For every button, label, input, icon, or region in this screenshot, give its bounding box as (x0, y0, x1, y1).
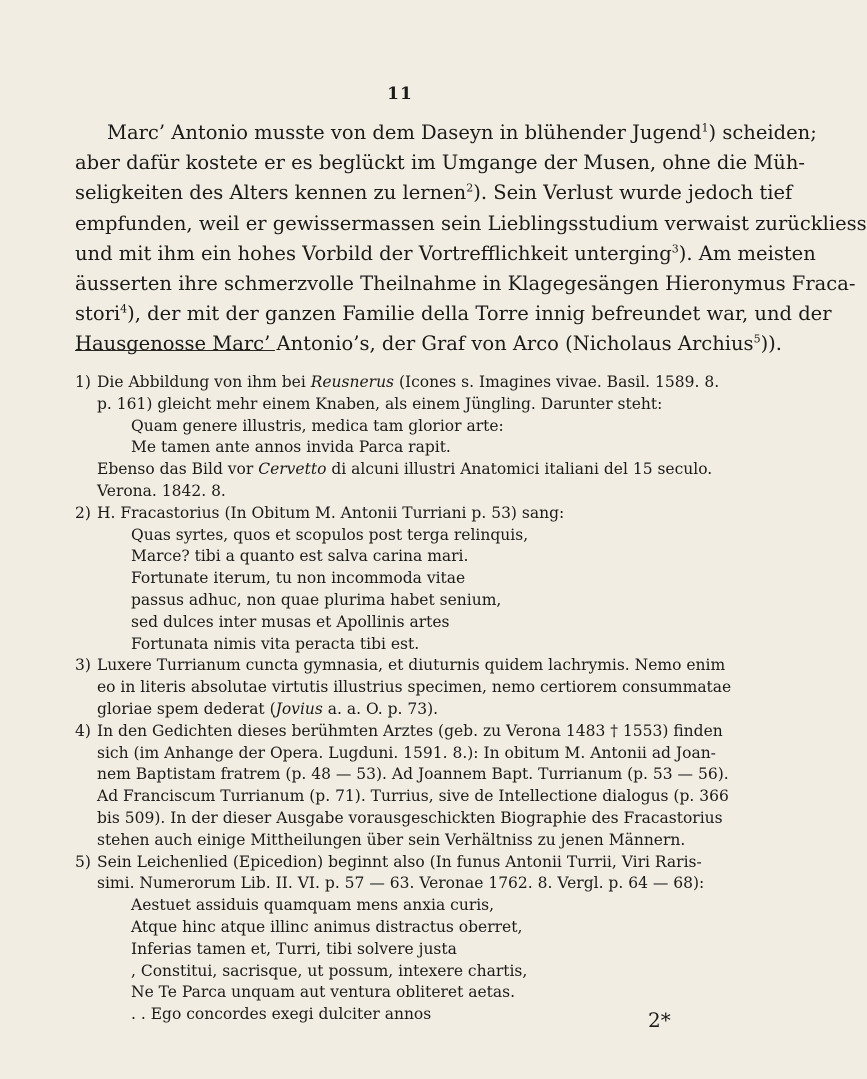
footnote-number: 2) (75, 503, 91, 522)
verse-line (97, 568, 743, 590)
footnote-line (97, 830, 743, 852)
main-text-block (75, 118, 867, 360)
footnote-ref: 4 (120, 302, 128, 316)
verse-line (97, 895, 743, 917)
verse-line (97, 982, 743, 1004)
body-text: stori (75, 302, 121, 326)
footnote-ref: 3 (671, 242, 679, 256)
body-line (75, 148, 806, 178)
footnote-rule (75, 350, 275, 351)
signature-mark: 2* (648, 1008, 671, 1032)
footnote-number: 1) (75, 373, 91, 391)
footnote-text: (Icones s. Imagines vivae. Basil. 1589. 8. (394, 373, 720, 391)
footnote-text: Ad Franciscum Turrianum (p. 71). Turrius, sive de Intellectione dialogus (p. 366 (97, 787, 729, 806)
body-line (75, 178, 793, 208)
footnote-ref: 5 (753, 332, 761, 346)
footnote (75, 503, 743, 656)
footnote-text: In den Gedichten dieses berühmten Arztes (geb. zu Verona 1483 † 1553) finden (97, 721, 723, 740)
body-text: aber dafür kostete er es beglückt im Umgange der Musen, ohne die Müh- (75, 151, 806, 175)
body-text: Hausgenosse Marc’ Antonio’s, der Graf von Arco (Nicholaus Archius (75, 332, 754, 356)
verse-line (97, 546, 743, 568)
footnote-text: di alcuni illustri Anatomici italiani del 15 seculo. (326, 460, 713, 479)
body-text: empfunden, weil er gewissermassen sein Lieblingsstudium verwaist zurückliess (75, 211, 867, 235)
body-line (75, 329, 782, 359)
page-number: 11 (387, 84, 413, 104)
footnote-text: Aestuet assiduis quamquam mens anxia curis, (131, 896, 495, 915)
footnote-line (97, 394, 743, 416)
footnote-text: nem Baptistam fratrem (p. 48 — 53). Ad Joannem Bapt. Turrianum (p. 53 — 56). (97, 765, 729, 784)
italic-name: Reusnerus (310, 373, 395, 391)
body-line (75, 209, 867, 239)
footnote-line (97, 459, 743, 481)
footnote-text: simi. Numerorum Lib. II. VI. p. 57 — 63. Veronae 1762. 8. Vergl. p. 64 — 68): (97, 874, 705, 893)
footnote (75, 721, 743, 852)
footnote-text: Quas syrtes, quos et scopulos post terga relinquis, (131, 525, 529, 544)
footnote-text: Inferias tamen et, Turri, tibi solvere justa (131, 939, 457, 958)
verse-line (97, 961, 743, 983)
footnote-number: 3) (75, 656, 91, 675)
body-line (75, 269, 856, 299)
footnote-line (97, 873, 743, 895)
footnote-text: , Constitui, sacrisque, ut possum, intexere chartis, (131, 961, 528, 980)
footnote-text: bis 509). In der dieser Ausgabe vorausgeschickten Biographie des Fracastorius (97, 808, 723, 827)
footnote-text: sich (im Anhange der Opera. Lugduni. 1591. 8.): In obitum M. Antonii ad Joan- (97, 743, 716, 762)
footnote (75, 655, 743, 720)
footnote-text: Me tamen ante annos invida Parca rapit. (131, 438, 451, 457)
footnote-line (97, 786, 743, 808)
verse-line (97, 612, 743, 634)
footnote-text: sed dulces inter musas et Apollinis artes (131, 612, 450, 631)
footnote-text: a. a. O. p. 73). (322, 699, 439, 718)
verse-line (97, 939, 743, 961)
body-text: )). (760, 332, 782, 356)
verse-line (97, 525, 743, 547)
footnote-number: 4) (75, 721, 91, 740)
body-text: ). Am meisten (678, 241, 816, 265)
footnote-text: p. 161) gleicht mehr einem Knaben, als einem Jüngling. Darunter steht: (97, 394, 663, 413)
footnote-text: eo in literis absolutae virtutis illustrius specimen, nemo certiorem consummatae (97, 678, 732, 697)
body-text: ), der mit der ganzen Familie della Torre innig befreundet war, und der (127, 302, 832, 326)
footnote-text: gloriae spem dederat ( (97, 699, 276, 718)
body-text: ). Sein Verlust wurde jedoch tief (473, 181, 793, 205)
footnote (75, 372, 743, 503)
body-text: ) scheiden; (708, 121, 817, 144)
footnote-line (97, 481, 743, 503)
body-text: seligkeiten des Alters kennen zu lernen (75, 181, 467, 205)
footnote-ref: 1 (701, 121, 709, 135)
body-line (75, 239, 816, 269)
footnote-line (97, 721, 743, 743)
italic-name: Cervetto (258, 460, 327, 479)
footnote-line (97, 699, 743, 721)
verse-line (97, 634, 743, 656)
footnote-text: Fortunate iterum, tu non incommoda vitae (131, 569, 466, 588)
footnote-number: 5) (75, 852, 91, 871)
footnote-text: Die Abbildung von ihm bei (97, 373, 311, 391)
footnote-text: Ne Te Parca unquam aut ventura obliteret aetas. (131, 983, 516, 1002)
footnote-text: Marce? tibi a quanto est salva carina mari. (131, 547, 469, 566)
footnote-text: Quam genere illustris, medica tam glorior arte: (131, 416, 504, 435)
body-line (75, 118, 817, 148)
footnote (75, 852, 743, 1026)
footnote-line (97, 372, 743, 394)
body-text: Marc’ Antonio musste von dem Daseyn in blühender Jugend (107, 121, 702, 144)
footnote-ref: 2 (466, 181, 474, 195)
italic-name: Jovius (275, 699, 323, 718)
footnote-line (97, 764, 743, 786)
verse-line (97, 590, 743, 612)
footnotes (75, 372, 743, 1026)
body-text: und mit ihm ein hohes Vorbild der Vortrefflichkeit unterging (75, 241, 672, 265)
footnote-text: Verona. 1842. 8. (97, 481, 226, 500)
footnote-text: H. Fracastorius (In Obitum M. Antonii Turriani p. 53) sang: (97, 503, 565, 522)
footnote-text: stehen auch einige Mittheilungen über sein Verhältniss zu jenen Männern. (97, 830, 686, 849)
verse-line (97, 1004, 743, 1026)
footnote-line (97, 808, 743, 830)
verse-line (97, 437, 743, 459)
footnote-line (97, 677, 743, 699)
body-text: äusserten ihre schmerzvolle Theilnahme in Klagegesängen Hieronymus Fraca- (75, 272, 856, 296)
footnote-text: Fortunata nimis vita peracta tibi est. (131, 634, 420, 653)
body-line (75, 299, 832, 329)
footnote-text: Atque hinc atque illinc animus distractus oberret, (131, 917, 523, 936)
footnote-text: Sein Leichenlied (Epicedion) beginnt also (In funus Antonii Turrii, Viri Raris- (97, 852, 702, 871)
verse-line (97, 416, 743, 438)
footnote-line (97, 852, 743, 874)
footnote-line (97, 743, 743, 765)
footnote-text: Ebenso das Bild vor (97, 460, 259, 479)
verse-line (97, 917, 743, 939)
footnote-line (97, 503, 743, 525)
footnote-text: Luxere Turrianum cuncta gymnasia, et diuturnis quidem lachrymis. Nemo enim (97, 656, 726, 675)
footnote-text: . . Ego concordes exegi dulciter annos (131, 1005, 432, 1024)
footnote-line (97, 655, 743, 677)
footnote-text: passus adhuc, non quae plurima habet senium, (131, 590, 502, 609)
